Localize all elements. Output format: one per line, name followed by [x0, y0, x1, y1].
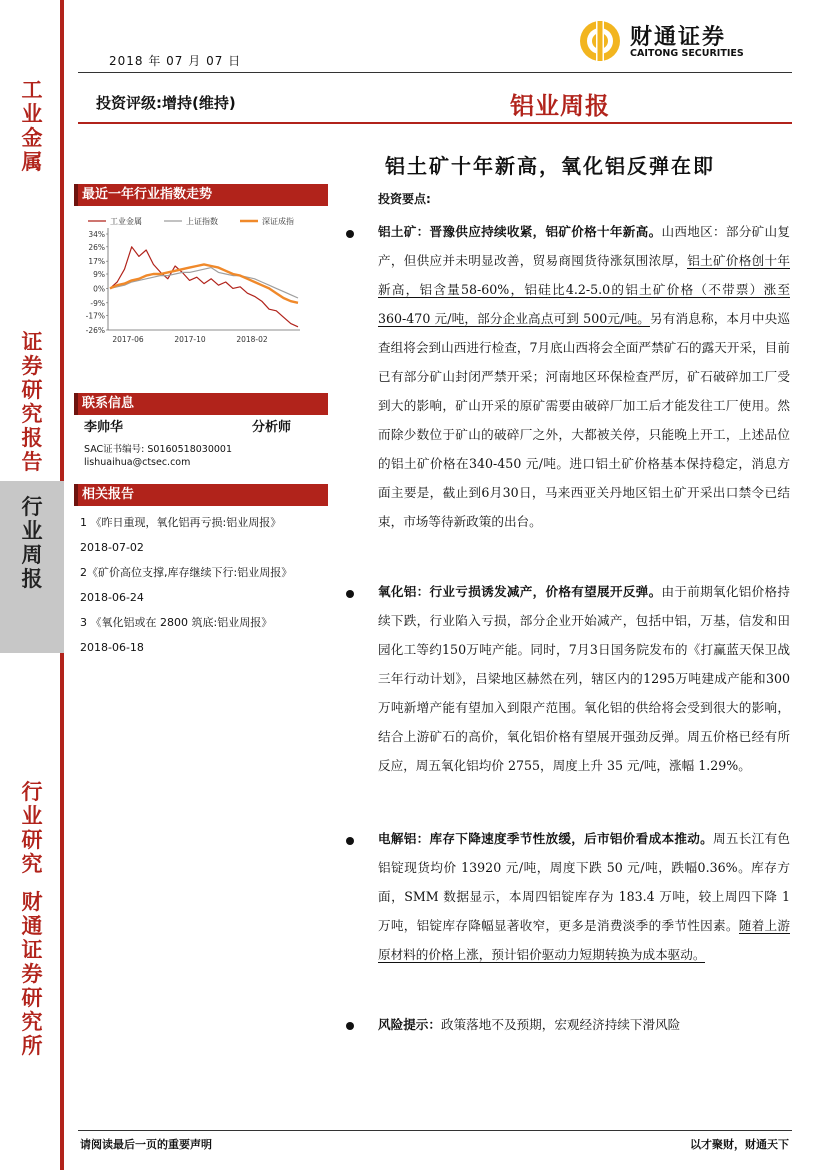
report-date: 2018 年 07 月 07 日 [109, 54, 242, 68]
chart-section-title: 最近一年行业指数走势 [82, 187, 213, 202]
contact-section-header [74, 393, 328, 415]
logo-chinese-name: 财通证券 [630, 25, 727, 50]
related-report-title[interactable]: 1 《昨日重现，氧化铝再亏损:铝业周报》 [80, 516, 282, 529]
paragraph-risk [378, 1010, 790, 1039]
paragraph-alumina [378, 577, 790, 780]
side-label-research: 行业研究 [21, 780, 43, 876]
y-tick-label: 26% [88, 242, 105, 252]
author-email[interactable]: lishuaihua@ctsec.com [84, 457, 191, 468]
paragraph-electrolytic-text: 周五长江有色铝锭现货均价 13920 元/吨，周度下跌 50 元/吨，跌幅0.36%。库存方面，SMM 数据显示，本周四铝锭库存为 183.4 万吨，较上周四下降 1 万吨，铝锭库存降幅显著收窄，更多是消费淡季的季节性因素。 [378, 831, 791, 933]
side-gray-block [0, 481, 64, 653]
side-label-weekly: 行业周报 [21, 495, 43, 591]
related-report-title[interactable]: 3 《氧化铝或在 2800 筑底:铝业周报》 [80, 616, 273, 629]
y-tick-label: -9% [90, 298, 105, 308]
author-role: 分析师 [252, 420, 292, 435]
footer-slogan: 以才聚财，财通天下 [690, 1138, 789, 1151]
paragraph-electrolytic [378, 824, 790, 969]
paragraph-electrolytic-underline: 随着上游原材料的价格上涨，预计铝价驱动力短期转换为成本驱动。 [378, 918, 791, 962]
paragraph-bauxite-text: 山西地区：部分矿山复产，但供应并未明显改善，贸易商囤货待涨氛围浓厚， [378, 224, 791, 268]
bullet-icon [346, 837, 354, 845]
x-tick-label: 2018-02 [236, 335, 268, 344]
related-report-date: 2018-06-24 [80, 591, 144, 604]
paragraph-alumina-head: 氧化铝：行业亏损诱发减产，价格有望展开反弹。 [378, 584, 662, 599]
y-tick-label: 9% [93, 270, 105, 279]
bullet-icon [346, 590, 354, 598]
y-tick-label: 17% [88, 257, 105, 267]
y-tick-label: -26% [85, 326, 105, 335]
y-tick-label: 0% [93, 284, 105, 294]
legend-label: 上证指数 [186, 217, 218, 226]
logo-icon [578, 18, 626, 64]
investment-rating: 投资评级:增持(维持) [96, 94, 236, 112]
page-title: 铝土矿十年新高，氧化铝反弹在即 [385, 154, 715, 178]
paragraph-bauxite [378, 217, 790, 536]
paragraph-risk-head: 风险提示： [378, 1017, 441, 1032]
series-line-工业金属 [110, 247, 298, 327]
legend-label: 深证成指 [262, 217, 294, 226]
contact-section-title: 联系信息 [82, 396, 135, 411]
header-divider [78, 72, 792, 73]
paragraph-bauxite-underline: 铝土矿价格创十年新高，铝含量58-60%，铝硅比4.2-5.0的铝土矿价格（不带票）涨至 360-470 元/吨，部分企业高点可到 500元/吨。 [378, 253, 791, 326]
report-type: 铝业周报 [510, 92, 610, 120]
side-label-institute: 财通证券研究所 [21, 890, 43, 1058]
x-tick-label: 2017-06 [112, 335, 144, 344]
related-report-title[interactable]: 2《矿价高位支撑,库存继续下行:铝业周报》 [80, 566, 293, 579]
related-section-title: 相关报告 [82, 487, 135, 502]
header-red-divider [78, 122, 792, 124]
side-bar [0, 0, 66, 1170]
paragraph-bauxite-head: 铝土矿：晋豫供应持续收紧，铝矿价格十年新高。 [378, 224, 662, 239]
related-section-header [74, 484, 328, 506]
paragraph-risk-text: 政策落地不及预期，宏观经济持续下滑风险 [440, 1017, 681, 1032]
paragraph-bauxite-text-2: 另有消息称，本月中央巡查组将会到山西进行检查，7月底山西将会全面严禁矿石的露天开采，目前已有部分矿山封闭严禁开采；河南地区环保检查严厉，矿石破碎加工厂受到大的影响，矿山开采的原矿需要由破碎厂加工后才能发往工厂使用。然而除少数位于矿山的破碎厂之外，大都被关停，只能晚上开工，上述品位的铝土矿价格在340-450 元/吨。进口铝土矿价格基本保持稳定，消息方面主要是，截止到6月30日，马来西亚关丹地区铝土矿开采出口禁令已结束，市场等待新政策的出台。 [378, 311, 790, 529]
related-report-date: 2018-07-02 [80, 541, 144, 554]
logo-english-name: CAITONG SECURITIES [630, 48, 744, 59]
y-tick-label: 34% [88, 230, 105, 239]
author-name: 李帅华 [84, 420, 124, 435]
key-points-title: 投资要点: [378, 192, 431, 206]
company-logo [578, 18, 778, 64]
legend-label: 工业金属 [110, 217, 142, 226]
author-cert: SAC证书编号: S0160518030001 [84, 444, 232, 455]
bullet-icon [346, 1022, 354, 1030]
bullet-icon [346, 230, 354, 238]
y-tick-label: -17% [85, 311, 105, 321]
x-tick-label: 2017-10 [174, 335, 206, 344]
paragraph-alumina-text: 由于前期氧化铝价格持续下跌，行业陷入亏损，部分企业开始减产，包括中铝，万基，信发和田园化工等约150万吨产能。同时，7月3日国务院发布的《打赢蓝天保卫战三年行动计划》，吕梁地区赫然在列，辖区内的1295万吨建成产能和300万吨新增产能有望加入到限产范围。氧化铝的供给将会受到很大的影响，结合上游矿石的高价，氧化铝价格有望展开强劲反弹。周五价格已经有所反应，周五氧化铝均价 2755，周度上升 35 元/吨，涨幅 1.29%。 [378, 584, 791, 773]
related-report-date: 2018-06-18 [80, 641, 144, 654]
footer-disclaimer: 请阅读最后一页的重要声明 [80, 1138, 212, 1151]
footer-divider [78, 1130, 792, 1131]
side-label-report: 证券研究报告 [21, 330, 43, 474]
paragraph-electrolytic-head: 电解铝：库存下降速度季节性放缓，后市铝价看成本推动。 [378, 831, 713, 846]
chart-section-header [74, 184, 328, 206]
index-chart [78, 212, 328, 352]
side-label-industry: 工业金属 [21, 78, 43, 174]
related-report-list [80, 510, 330, 660]
index-chart-svg [78, 212, 328, 352]
